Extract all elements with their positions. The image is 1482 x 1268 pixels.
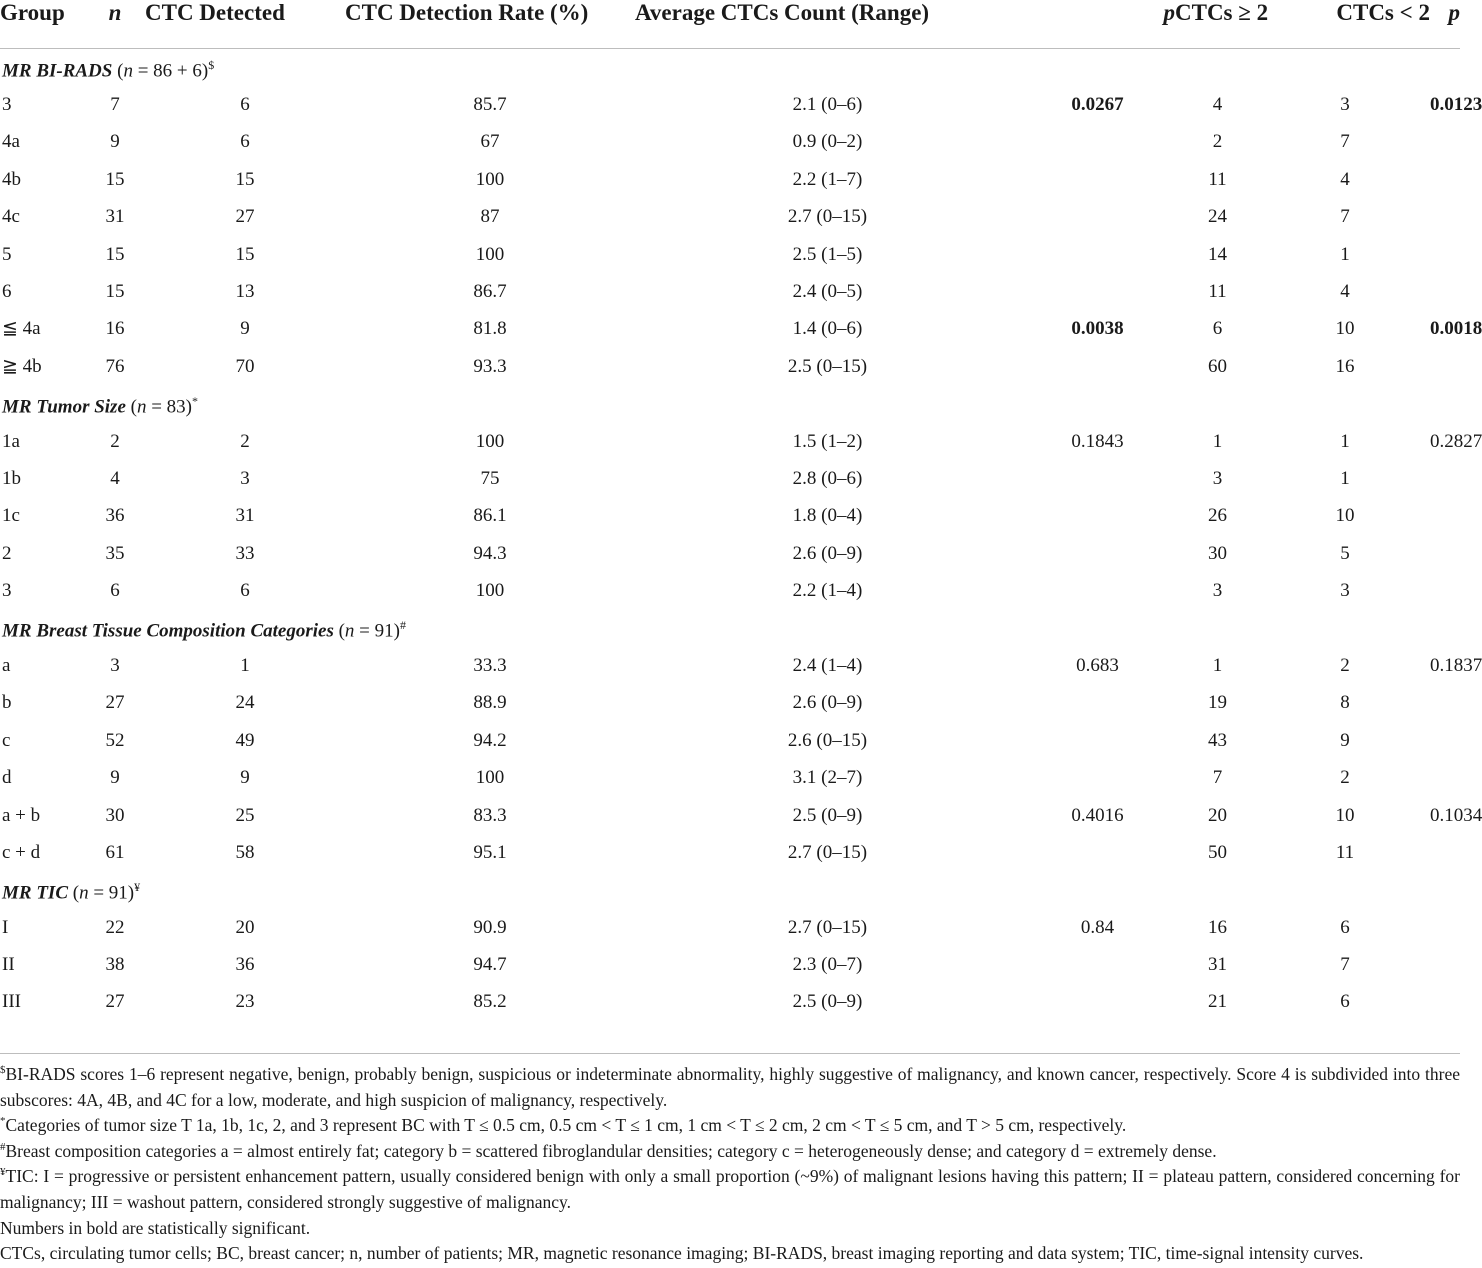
cell-group: b: [2, 692, 12, 714]
cell-p1: 0.84: [1080, 916, 1115, 938]
cell-det: 25: [235, 804, 255, 826]
cell-lt2: 6: [1340, 991, 1350, 1013]
section-n-text: = 86 + 6): [132, 59, 209, 81]
cell-p2: [1430, 273, 1460, 310]
header-n-text: n: [108, 0, 122, 25]
cell-det: 70: [235, 355, 255, 377]
cell-group: 1c: [2, 505, 20, 527]
cell-avg: 2.6 (0–9): [792, 542, 863, 564]
header-group: Group: [0, 0, 85, 49]
cell-n: 9: [110, 131, 120, 153]
header-p-value-2: [1430, 0, 1460, 49]
cell-det: 2: [240, 430, 250, 452]
cell-lt2: 6: [1340, 916, 1350, 938]
cell-avg: 2.5 (0–15): [787, 355, 868, 377]
cell-ge2: 43: [1208, 729, 1227, 751]
section-n-open: (: [130, 396, 137, 418]
footnote-birads-mark: $: [0, 1064, 6, 1077]
cell-ge2: 20: [1208, 804, 1227, 826]
cell-ge2: 19: [1208, 692, 1227, 714]
cell-avg: 2.6 (0–15): [787, 729, 868, 751]
cell-p2: [1430, 834, 1460, 871]
cell-p2: 0.0018: [1430, 318, 1482, 340]
cell-rate: 100: [475, 243, 505, 265]
cell-lt2: 7: [1340, 206, 1350, 228]
cell-avg: 2.6 (0–9): [792, 692, 863, 714]
cell-ge2: 50: [1208, 841, 1227, 863]
cell-p1: 0.0267: [1071, 94, 1124, 116]
cell-avg: 2.2 (1–4): [792, 580, 863, 602]
cell-ge2: 11: [1208, 168, 1227, 190]
cell-det: 3: [240, 467, 250, 489]
cell-group: 5: [2, 243, 12, 265]
cell-rate: 100: [475, 767, 505, 789]
cell-avg: 2.8 (0–6): [792, 467, 863, 489]
cell-rate: 100: [475, 580, 505, 602]
cell-rate: 100: [475, 168, 505, 190]
cell-p1: [1020, 535, 1175, 572]
cell-lt2: 1: [1340, 430, 1350, 452]
cell-p2: [1430, 236, 1460, 273]
table-row: [0, 946, 1460, 983]
section-n-open: (: [338, 620, 345, 642]
cell-ge2: 3: [1212, 467, 1223, 489]
table-row: [0, 797, 1460, 834]
cell-ge2: 6: [1212, 318, 1223, 340]
cell-group: c + d: [2, 841, 41, 863]
cell-p1: [1020, 273, 1175, 310]
cell-rate: 81.8: [473, 318, 507, 340]
cell-n: 15: [105, 243, 125, 265]
header-ctcs-lt-2: CTCs < 2: [1260, 0, 1430, 49]
cell-lt2: 11: [1335, 841, 1355, 863]
cell-det: 31: [235, 505, 255, 527]
cell-rate: 85.7: [473, 94, 507, 116]
cell-avg: 2.3 (0–7): [792, 954, 863, 976]
cell-n: 16: [105, 318, 125, 340]
cell-det: 15: [235, 168, 255, 190]
cell-n: 6: [110, 580, 120, 602]
cell-p1: 0.4016: [1071, 804, 1124, 826]
table-row: [0, 124, 1460, 161]
section-n-open: (: [72, 882, 80, 904]
cell-lt2: 10: [1335, 505, 1355, 527]
cell-avg: 3.1 (2–7): [792, 767, 863, 789]
cell-det: 9: [240, 767, 250, 789]
cell-group: 4a: [2, 131, 20, 153]
cell-p2: [1430, 759, 1460, 796]
header-ctcs-ge-2: CTCs ≥ 2: [1175, 0, 1260, 49]
cell-p2: 0.1837: [1430, 654, 1482, 676]
cell-det: 9: [240, 318, 250, 340]
cell-lt2: 3: [1340, 94, 1350, 116]
cell-n: 38: [105, 954, 125, 976]
section-footnote-mark: #: [399, 618, 406, 633]
cell-ge2: 16: [1208, 916, 1227, 938]
cell-lt2: 16: [1335, 355, 1355, 377]
cell-ge2: 26: [1208, 505, 1227, 527]
section-n-label: n: [123, 59, 133, 81]
cell-avg: 2.5 (0–9): [792, 804, 863, 826]
cell-det: 1: [240, 654, 250, 676]
cell-n: 30: [105, 804, 125, 826]
cell-ge2: 21: [1208, 991, 1227, 1013]
cell-avg: 2.1 (0–6): [792, 94, 863, 116]
table-row: [0, 759, 1460, 796]
cell-ge2: 3: [1212, 580, 1223, 602]
section-n-open: (: [117, 59, 124, 81]
cell-p1: [1020, 722, 1175, 759]
cell-det: 23: [235, 991, 255, 1013]
footnote-comp-text: Breast composition categories a = almost entirely fat; category b = scattered fibroglandular densities; category c = heterogeneously dense; and category d = extremely dense.: [5, 1140, 1217, 1161]
cell-n: 15: [105, 168, 125, 190]
footnote-tic: [0, 1164, 1460, 1215]
cell-n: 76: [105, 355, 125, 377]
cell-p2: [1430, 572, 1460, 609]
header-p1-text: p: [1163, 0, 1175, 25]
cell-p1: [1020, 834, 1175, 871]
cell-avg: 1.4 (0–6): [792, 318, 863, 340]
section-title-text: MR BI-RADS: [2, 59, 113, 81]
cell-p2: [1430, 348, 1460, 385]
cell-p1: 0.1843: [1071, 430, 1124, 452]
cell-avg: 2.7 (0–15): [787, 206, 868, 228]
cell-n: 7: [110, 94, 120, 116]
cell-avg: 2.7 (0–15): [787, 916, 868, 938]
cell-rate: 85.2: [473, 991, 507, 1013]
cell-n: 36: [105, 505, 125, 527]
cell-p2: [1430, 722, 1460, 759]
section-n-label: n: [79, 882, 89, 904]
cell-p1: [1020, 572, 1175, 609]
cell-p2: 0.1034: [1430, 804, 1482, 826]
cell-group: 6: [2, 281, 12, 303]
table-row: [0, 199, 1460, 236]
cell-p1: [1020, 348, 1175, 385]
cell-avg: 0.9 (0–2): [792, 131, 863, 153]
table-row: [0, 834, 1460, 871]
cell-lt2: 10: [1335, 804, 1355, 826]
cell-p1: [1020, 124, 1175, 161]
table-row: [0, 161, 1460, 198]
cell-group: 4b: [2, 168, 21, 190]
section-title-comp: [0, 610, 1460, 647]
cell-det: 6: [240, 131, 250, 153]
cell-ge2: 7: [1212, 767, 1223, 789]
cell-n: 4: [110, 467, 120, 489]
cell-group: 3: [2, 94, 12, 116]
cell-lt2: 8: [1340, 692, 1350, 714]
cell-ge2: 2: [1212, 131, 1223, 153]
section-row-tic: [0, 872, 1460, 909]
section-row-size: [0, 386, 1460, 423]
header-average-count: Average CTCs Count (Range): [635, 0, 1020, 49]
table-row: [0, 273, 1460, 310]
cell-p1: [1020, 199, 1175, 236]
section-n: [73, 882, 134, 903]
header-ctc-detected: CTC Detected: [145, 0, 345, 49]
cell-p1: [1020, 759, 1175, 796]
footnote-size-mark: *: [0, 1115, 6, 1128]
table-row: [0, 498, 1460, 535]
cell-rate: 94.3: [473, 542, 507, 564]
cell-rate: 33.3: [473, 654, 507, 676]
cell-n: 15: [105, 281, 125, 303]
footnote-composition: [0, 1139, 1460, 1165]
cell-group: 1b: [2, 467, 21, 489]
cell-ge2: 11: [1208, 281, 1227, 303]
cell-group: II: [2, 954, 15, 976]
section-title-text: MR Tumor Size: [2, 396, 126, 418]
cell-p1: 0.0038: [1071, 318, 1124, 340]
cell-p1: [1020, 460, 1175, 497]
cell-group: 1a: [2, 430, 20, 452]
cell-p1: [1020, 946, 1175, 983]
section-title-text: MR Breast Tissue Composition Categories: [2, 620, 334, 642]
cell-p2: [1430, 460, 1460, 497]
section-row-comp: [0, 610, 1460, 647]
header-detection-rate: CTC Detection Rate (%): [345, 0, 635, 49]
cell-avg: 2.5 (1–5): [792, 243, 863, 265]
cell-rate: 93.3: [473, 355, 507, 377]
section-n-label: n: [136, 396, 147, 418]
footnote-abbreviations: CTCs, circulating tumor cells; BC, breast cancer; n, number of patients; MR, magnetic resonance imaging; BI-RADS, breast imaging reporting and data system; TIC, time-signal intensity curves.: [0, 1243, 1364, 1264]
cell-rate: 67: [480, 131, 500, 153]
footnotes: [0, 1053, 1460, 1267]
section-n: [339, 621, 400, 642]
cell-n: 27: [105, 692, 125, 714]
cell-lt2: 7: [1340, 954, 1350, 976]
table-body: [0, 49, 1482, 1022]
cell-n: 9: [110, 767, 120, 789]
table-row: [0, 685, 1460, 722]
cell-p2: [1430, 946, 1460, 983]
cell-p2: [1430, 124, 1460, 161]
section-row-birads: [0, 49, 1460, 87]
cell-avg: 2.5 (0–9): [792, 991, 863, 1013]
cell-n: 27: [105, 991, 125, 1013]
cell-p2: [1430, 685, 1460, 722]
cell-rate: 88.9: [473, 692, 507, 714]
cell-det: 33: [235, 542, 255, 564]
footnote-birads: [0, 1062, 1460, 1113]
cell-n: 2: [110, 430, 120, 452]
footnote-comp-mark: #: [0, 1140, 6, 1153]
footnote-size: [0, 1113, 1460, 1139]
cell-det: 27: [235, 206, 255, 228]
section-n-text: = 83): [146, 396, 193, 418]
section-footnote-mark: ¥: [134, 880, 141, 895]
table-row: [0, 722, 1460, 759]
table-row: [0, 236, 1460, 273]
cell-det: 24: [235, 692, 255, 714]
cell-group: I: [2, 916, 9, 938]
cell-ge2: 1: [1212, 654, 1223, 676]
cell-ge2: 24: [1208, 206, 1227, 228]
table-row: [0, 984, 1460, 1021]
cell-rate: 90.9: [473, 916, 507, 938]
cell-p2: [1430, 909, 1460, 946]
cell-p2: [1430, 161, 1460, 198]
footnote-tic-mark: ¥: [0, 1166, 6, 1179]
footnote-birads-text: BI-RADS scores 1–6 represent negative, benign, probably benign, suspicious or indeterminate abnormality, highly suggestive of malignancy, and known cancer, respectively. Score 4 is subdivided into three subscores: 4A, 4B, and 4C for a low, moderate, and high suspicion of malignancy, respectively.: [0, 1064, 1460, 1110]
cell-lt2: 7: [1340, 131, 1350, 153]
cell-lt2: 2: [1340, 767, 1350, 789]
cell-p2: 0.2827: [1430, 430, 1482, 452]
cell-rate: 95.1: [473, 841, 507, 863]
cell-ge2: 4: [1212, 94, 1223, 116]
cell-rate: 94.7: [473, 954, 507, 976]
cell-rate: 94.2: [473, 729, 507, 751]
cell-det: 13: [235, 281, 255, 303]
section-n: [131, 396, 192, 417]
table-row: [0, 311, 1460, 348]
cell-p1: [1020, 984, 1175, 1021]
cell-group: a + b: [2, 804, 41, 826]
table-row: [0, 348, 1460, 385]
cell-group: 3: [2, 580, 12, 602]
cell-p1: 0.683: [1076, 654, 1119, 676]
cell-n: 22: [105, 916, 125, 938]
cell-n: 61: [105, 841, 125, 863]
table-row: [0, 572, 1460, 609]
cell-avg: 1.8 (0–4): [792, 505, 863, 527]
section-footnote-mark: $: [208, 57, 215, 72]
cell-avg: 2.2 (1–7): [792, 168, 863, 190]
cell-avg: 2.4 (1–4): [792, 654, 863, 676]
cell-p1: [1020, 685, 1175, 722]
cell-p1: [1020, 236, 1175, 273]
cell-rate: 83.3: [473, 804, 507, 826]
cell-p2: 0.0123: [1430, 94, 1482, 116]
table-row: [0, 647, 1460, 684]
cell-ge2: 60: [1208, 355, 1227, 377]
cell-n: 35: [105, 542, 125, 564]
cell-group: ≧ 4b: [2, 355, 42, 377]
cell-n: 52: [105, 729, 125, 751]
cell-p2: [1430, 535, 1460, 572]
footnote-bold-note: Numbers in bold are statistically significant.: [0, 1217, 311, 1238]
cell-ge2: 30: [1208, 542, 1227, 564]
footnote-size-text: Categories of tumor size T 1a, 1b, 1c, 2, and 3 represent BC with T ≤ 0.5 cm, 0.5 cm < T ≤ 1 cm, 1 cm < T ≤ 2 cm, 2 cm < T ≤ 5 cm, and T > 5 cm, respectively.: [5, 1115, 1127, 1136]
table-header: [0, 0, 1460, 49]
cell-det: 15: [235, 243, 255, 265]
cell-p2: [1430, 984, 1460, 1021]
section-n-text: = 91): [88, 882, 135, 904]
cell-ge2: 14: [1208, 243, 1227, 265]
section-n-label: n: [344, 620, 355, 642]
cell-rate: 86.7: [473, 281, 507, 303]
cell-det: 49: [235, 729, 255, 751]
cell-rate: 87: [480, 206, 500, 228]
cell-lt2: 1: [1340, 467, 1350, 489]
cell-lt2: 5: [1340, 542, 1350, 564]
section-n-text: = 91): [354, 620, 400, 642]
cell-rate: 75: [480, 467, 500, 489]
cell-p1: [1020, 498, 1175, 535]
section-title-tic: [0, 872, 1460, 909]
cell-avg: 2.4 (0–5): [792, 281, 863, 303]
cell-group: d: [2, 767, 12, 789]
table-row: [0, 86, 1460, 123]
cell-lt2: 3: [1340, 580, 1350, 602]
cell-det: 58: [235, 841, 255, 863]
cell-det: 6: [240, 580, 250, 602]
cell-ge2: 1: [1212, 430, 1223, 452]
section-title-size: [0, 386, 1460, 423]
cell-p2: [1430, 199, 1460, 236]
cell-avg: 2.7 (0–15): [787, 841, 868, 863]
cell-rate: 100: [475, 430, 505, 452]
section-n: [117, 60, 208, 81]
cell-p1: [1020, 161, 1175, 198]
cell-group: a: [2, 654, 11, 676]
cell-lt2: 1: [1340, 243, 1350, 265]
table-row: [0, 535, 1460, 572]
cell-det: 20: [235, 916, 255, 938]
cell-group: 2: [2, 542, 12, 564]
table-row: [0, 423, 1460, 460]
cell-group: 4c: [2, 206, 20, 228]
cell-group: ≦ 4a: [2, 318, 41, 340]
cell-avg: 1.5 (1–2): [792, 430, 863, 452]
cell-lt2: 4: [1340, 281, 1350, 303]
cell-n: 3: [110, 654, 120, 676]
cell-group: III: [2, 991, 21, 1013]
footnote-tic-text: TIC: I = progressive or persistent enhancement pattern, usually considered benign with only a small proportion (~9%) of malignant lesions having this pattern; II = plateau pattern, considered concerning for malignancy; III = washout pattern, considered strongly suggestive of malignancy.: [0, 1166, 1460, 1212]
cell-det: 36: [235, 954, 255, 976]
header-p-value-1: [1020, 0, 1175, 49]
header-p2-text: p: [1448, 0, 1460, 25]
cell-p2: [1430, 498, 1460, 535]
table-row: [0, 460, 1460, 497]
section-title-text: MR TIC: [2, 882, 68, 904]
cell-lt2: 4: [1340, 168, 1350, 190]
cell-n: 31: [105, 206, 125, 228]
cell-det: 6: [240, 94, 250, 116]
section-title-birads: [0, 49, 1460, 87]
section-footnote-mark: *: [192, 394, 199, 409]
cell-ge2: 31: [1208, 954, 1227, 976]
cell-lt2: 10: [1335, 318, 1355, 340]
cell-group: c: [2, 729, 11, 751]
header-n: [85, 0, 145, 49]
table-row: [0, 909, 1460, 946]
cell-lt2: 9: [1340, 729, 1350, 751]
cell-rate: 86.1: [473, 505, 507, 527]
cell-lt2: 2: [1340, 654, 1350, 676]
